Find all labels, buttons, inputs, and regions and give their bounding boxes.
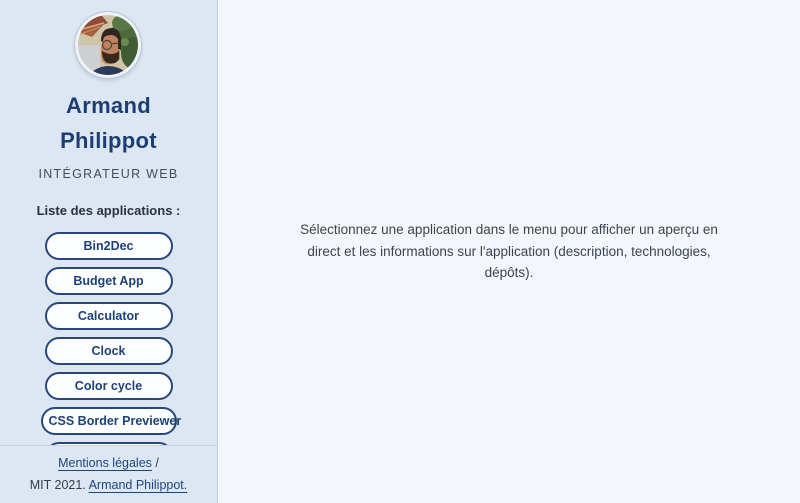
sidebar-footer bbox=[0, 445, 217, 503]
app-button-bin2dec[interactable]: Bin2Dec bbox=[45, 232, 173, 260]
legal-notice-link[interactable]: Mentions légales bbox=[58, 456, 152, 470]
footer-license-row bbox=[6, 479, 211, 492]
app-button-calculator[interactable]: Calculator bbox=[45, 302, 173, 330]
license-text: MIT 2021. bbox=[29, 477, 86, 492]
profile-photo-icon bbox=[78, 15, 138, 75]
apps-list-heading: Liste des applications : bbox=[36, 203, 181, 218]
footer-legal-row bbox=[6, 457, 211, 470]
main-content bbox=[218, 0, 800, 503]
person-name: Armand Philippot bbox=[60, 93, 157, 153]
author-link[interactable]: Armand Philippot. bbox=[88, 477, 188, 492]
apps-section bbox=[0, 181, 217, 445]
job-title: INTÉGRATEUR WEB bbox=[38, 167, 179, 181]
app-button-clock[interactable]: Clock bbox=[45, 337, 173, 365]
apps-nav bbox=[41, 232, 182, 445]
app-preview-placeholder-text: Sélectionnez une application dans le menu pour afficher un aperçu en direct et les informations sur l'application (description, technologies, dépôts). bbox=[300, 222, 718, 281]
avatar bbox=[75, 12, 141, 78]
app-button-color-cycle[interactable]: Color cycle bbox=[45, 372, 173, 400]
app-button-budget-app[interactable]: Budget App bbox=[45, 267, 173, 295]
sidebar bbox=[0, 0, 218, 503]
footer-separator: / bbox=[155, 456, 159, 470]
profile-card bbox=[38, 0, 178, 181]
app-button-css-border-previewer[interactable]: CSS Border Previewer bbox=[41, 407, 177, 435]
